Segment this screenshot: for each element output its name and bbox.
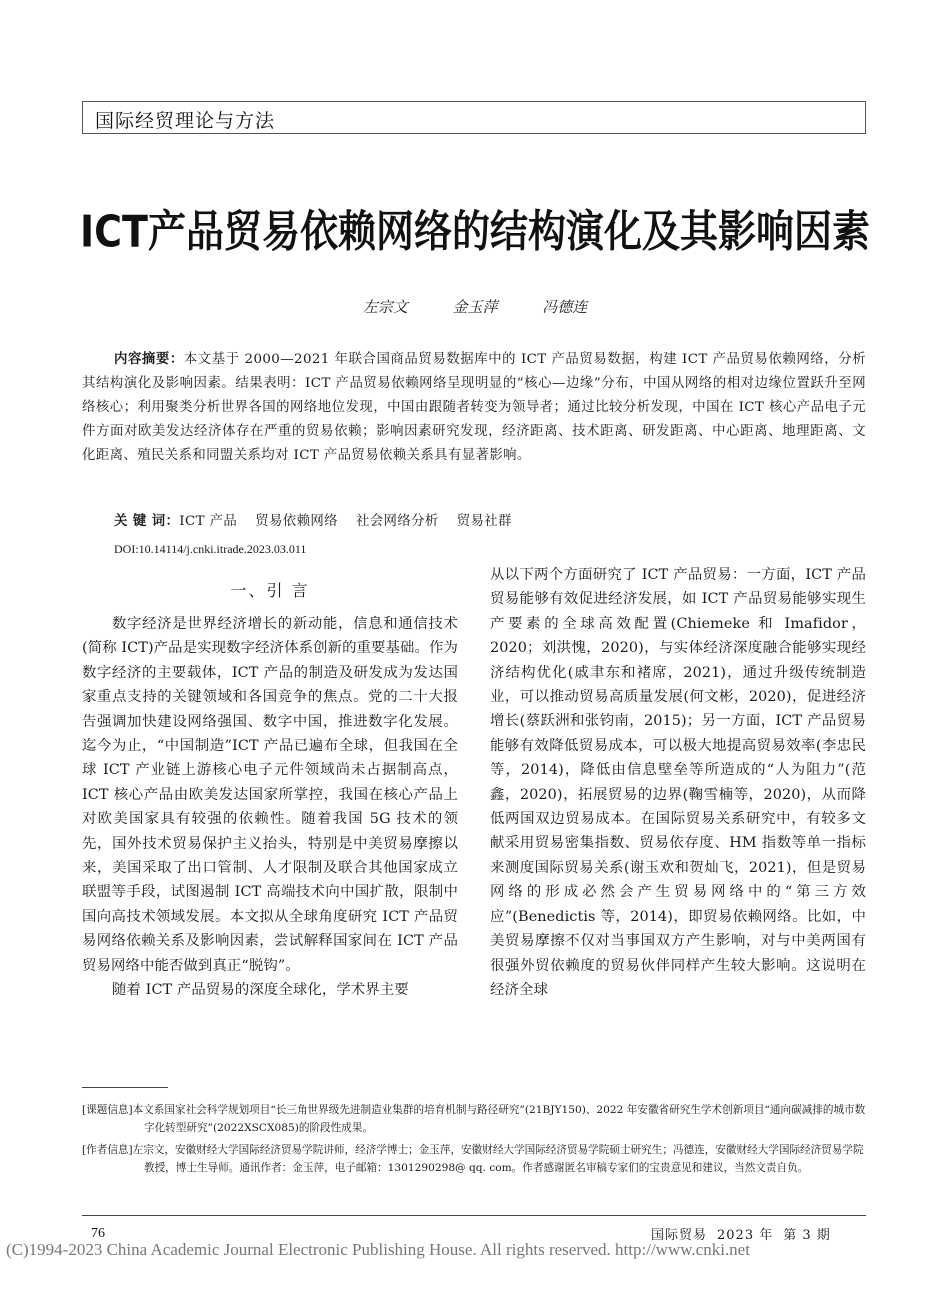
body-column-right: 从以下两个方面研究了 ICT 产品贸易：一方面，ICT 产品贸易能够有效促进经济发展，如 ICT 产品贸易能够实现生产要素的全球高效配置(Chiemeke 和 Imafidor，2020；刘洪愧，2020)，与实体经济深度融合能够实现经济结构优化(戚聿东和褚席，2021)，通过升级传统制造业，可以推动贸易高质量发展(何文彬，2020)，促进经济增长(蔡跃洲和张钧南，2015)；另一方面，ICT 产品贸易能够有效降低贸易成本，可以极大地提高贸易效率(李忠民等，2014)，降低由信息壁垒等所造成的“人为阻力”(范鑫，2020)，拓展贸易的边界(鞠雪楠等，2020)，从而降低两国双边贸易成本。在国际贸易关系研究中，有较多文献采用贸易密集指数、贸易依存度、HM 指数等单一指标来测度国际贸易关系(谢玉欢和贺灿飞，2021)，但是贸易网络的形成必然会产生贸易网络中的“第三方效应”(Benedictis 等，2014)，即贸易依赖网络。比如，中美贸易摩擦不仅对当事国双方产生影响，对与中美两国有很强外贸依赖度的贸易伙伴同样产生较大影响。这说明在经济全球 — [490, 567, 866, 998]
author-1: 左宗文 — [362, 298, 408, 316]
footnote-authors: [作者信息]左宗文，安徽财经大学国际经济贸易学院讲师，经济学博士；金玉萍，安徽财经大学国际经济贸易学院硕士研究生；冯德连，安徽财经大学国际经济贸易学院教授，博士生导师。通讯作者：金玉萍，电子邮箱：1301290298@ qq. com。作者感谢匿名审稿专家们的宝贵意见和建议，当然文责自负。 — [82, 1144, 864, 1174]
journal-name: 国际贸易 — [651, 1228, 708, 1243]
keyword: 社会网络分析 — [355, 514, 439, 529]
doi: DOI:10.14114/j.cnki.itrade.2023.03.011 — [114, 542, 307, 556]
footer-divider — [82, 1215, 866, 1216]
paragraph: 随着 ICT 产品贸易的深度全球化，学术界主要 — [112, 982, 409, 999]
author-3: 冯德连 — [542, 298, 588, 316]
keyword: ICT 产品 — [179, 514, 238, 529]
journal-year: 2023 年 — [717, 1228, 774, 1243]
article-title: ICT产品贸易依赖网络的结构演化及其影响因素 — [80, 206, 870, 257]
journal-issue: 第 3 期 — [783, 1228, 831, 1243]
section-label: 国际经贸理论与方法 — [95, 110, 276, 132]
keywords — [114, 510, 530, 529]
copyright-watermark: (C)1994-2023 China Academic Journal Electronic Publishing House. All rights reserved. http://www.cnki.net — [6, 1240, 750, 1259]
keyword: 贸易社群 — [456, 514, 512, 529]
abstract-text: 本文基于 2000—2021 年联合国商品贸易数据库中的 ICT 产品贸易数据，构建 ICT 产品贸易依赖网络，分析其结构演化及影响因素。结果表明：ICT 产品贸易依赖网络呈现明显的“核心—边缘”分布，中国从网络的相对边缘位置跃升至网络核心；利用聚类分析世界各国的网络地位发现，中国由跟随者转变为领导者；通过比较分析发现，中国在 ICT 核心产品电子元件方面对欧美发达经济体存在严重的贸易依赖；影响因素研究发现，经济距离、技术距离、研发距离、中心距离、地理距离、文化距离、殖民关系和同盟关系均对 ICT 产品贸易依赖关系具有显著影响。 — [82, 352, 866, 463]
section-heading: 一、引 言 — [230, 581, 310, 600]
author-list — [0, 296, 950, 317]
keyword: 贸易依赖网络 — [255, 514, 338, 529]
body-column-left — [82, 612, 458, 1003]
author-2: 金玉萍 — [452, 298, 498, 316]
footnote-divider — [82, 1087, 168, 1088]
section-header-box — [82, 101, 866, 134]
abstract — [82, 348, 866, 468]
keywords-label: 关 键 词： — [114, 514, 180, 529]
footnote-funding: [课题信息]本文系国家社会科学规划项目“长三角世界级先进制造业集群的培育机制与路径研究”(21BJY150)、2022 年安徽省研究生学术创新项目“通向碳减排的城市数字化转型研究”(2022XSCX085)的阶段性成果。 — [82, 1104, 866, 1134]
abstract-label: 内容摘要： — [114, 352, 184, 367]
page-number: 76 — [91, 1226, 105, 1241]
paragraph: 数字经济是世界经济增长的新动能，信息和通信技术(简称 ICT)产品是实现数字经济体系创新的重要基础。作为数字经济的主要载体，ICT 产品的制造及研发成为发达国家重点支持的关键领域和各国竞争的焦点。党的二十大报告强调加快建设网络强国、数字中国，推进数字化发展。迄今为止，“中国制造”ICT 产品已遍布全球，但我国在全球 ICT 产业链上游核心电子元件领域尚未占据制高点，ICT 核心产品由欧美发达国家所掌控，我国在核心产品上对欧美国家具有较强的依赖性。随着我国 5G 技术的领先，国外技术贸易保护主义抬头，特别是中美贸易摩擦以来，美国采取了出口管制、人才限制及联合其他国家成立联盟等手段，试图遏制 ICT 高端技术向中国扩散，限制中国向高技术领域发展。本文拟从全球角度研究 ICT 产品贸易网络依赖关系及影响因素，尝试解释国家间在 ICT 产品贸易网络中能否做到真正“脱钩”。 — [82, 616, 458, 974]
